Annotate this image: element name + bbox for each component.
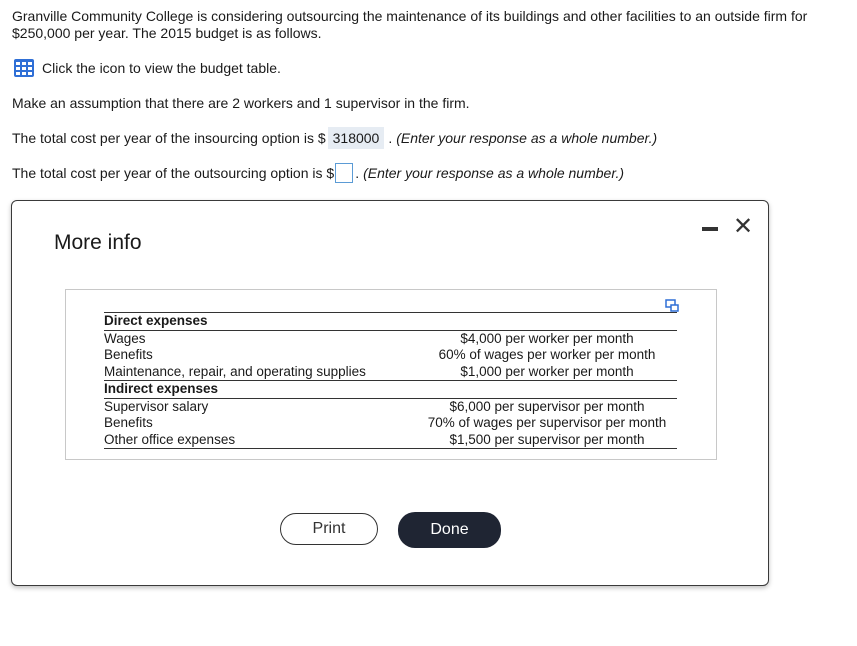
row-label: Supervisor salary	[104, 398, 209, 414]
section-header: Direct expenses	[104, 313, 677, 331]
row-label: Maintenance, repair, and operating supplies	[104, 363, 366, 379]
problem-intro: Granville Community College is considering outsourcing the maintenance of its buildings and other facilities to an outside firm for $250,000 per year. The 2015 budget is as follows.	[12, 8, 808, 41]
outsourcing-answer-field[interactable]	[335, 163, 353, 183]
insourcing-answer-field[interactable]: 318000	[328, 127, 385, 149]
budget-table-panel	[65, 289, 717, 460]
minimize-icon[interactable]	[702, 227, 718, 231]
table-row	[104, 432, 677, 449]
row-label: Other office expenses	[104, 432, 417, 449]
row-value: 70% of wages per supervisor per month	[427, 415, 667, 430]
section-header-row	[104, 313, 677, 331]
copy-icon[interactable]	[665, 298, 679, 312]
table-row	[104, 330, 677, 347]
row-label: Benefits	[104, 415, 153, 430]
table-row	[104, 347, 677, 364]
row-value: $6,000 per supervisor per month	[449, 398, 645, 414]
row-value: 60% of wages per worker per month	[438, 347, 656, 362]
row-label: Benefits	[104, 347, 153, 362]
row-value: $1,500 per supervisor per month	[417, 432, 677, 449]
table-row	[104, 415, 677, 432]
done-button[interactable]: Done	[398, 512, 501, 548]
section-header-row	[104, 381, 677, 399]
table-row	[104, 398, 677, 415]
section-header: Indirect expenses	[104, 381, 677, 399]
insourcing-hint: (Enter your response as a whole number.)	[396, 130, 658, 146]
insourcing-period: .	[388, 130, 393, 146]
dialog-title: More info	[54, 231, 142, 254]
print-button[interactable]: Print	[280, 513, 378, 545]
table-grid-icon[interactable]	[14, 59, 34, 77]
outsourcing-hint: (Enter your response as a whole number.)	[363, 165, 625, 181]
insourcing-line	[12, 127, 657, 149]
budget-table-link[interactable]	[14, 59, 281, 77]
more-info-dialog	[11, 200, 769, 586]
table-row	[104, 364, 677, 381]
outsourcing-line	[12, 163, 624, 183]
insourcing-prefix: The total cost per year of the insourcing option is $	[12, 130, 326, 146]
row-value: $1,000 per worker per month	[460, 363, 634, 379]
outsourcing-prefix: The total cost per year of the outsourcing option is $	[12, 165, 335, 181]
budget-table-link-text: Click the icon to view the budget table.	[42, 60, 281, 76]
row-label: Wages	[104, 330, 146, 346]
outsourcing-period: .	[355, 165, 360, 181]
assumption-text: Make an assumption that there are 2 workers and 1 supervisor in the firm.	[12, 95, 470, 111]
close-icon[interactable]: ✕	[732, 213, 754, 240]
row-value: $4,000 per worker per month	[460, 330, 634, 346]
budget-table	[104, 312, 677, 449]
